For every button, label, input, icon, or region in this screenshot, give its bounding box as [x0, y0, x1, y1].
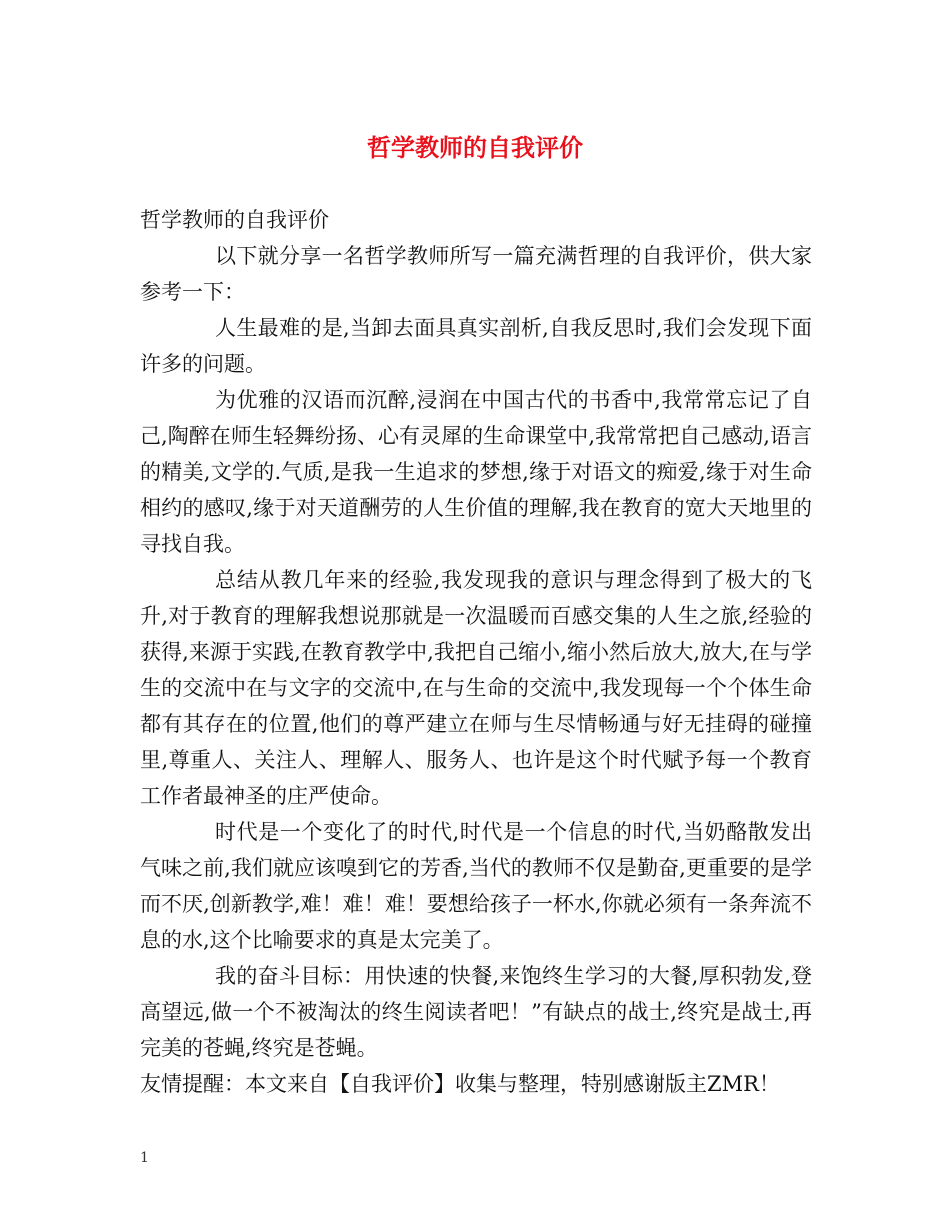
paragraph-intro: 以下就分享一名哲学教师所写一篇充满哲理的自我评价，供大家参考一下： [140, 244, 812, 304]
paragraph: 人生最难的是,当卸去面具真实剖析,自我反思时,我们会发现下面许多的问题。 [140, 316, 812, 376]
paragraph: 我的奋斗目标：用快速的快餐,来饱终生学习的大餐,厚积勃发,登高望远,做一个不被淘汰的终生阅读者吧！”有缺点的战士,终究是战士,再完美的苍蝇,终究是苍蝇。 [140, 964, 812, 1060]
footer-note: 友情提醒：本文来自【自我评价】收集与整理，特别感谢版主ZMR！ [140, 1072, 780, 1096]
document-subtitle: 哲学教师的自我评价 [140, 208, 329, 232]
paragraph: 总结从教几年来的经验,我发现我的意识与理念得到了极大的飞升,对于教育的理解我想说那就是一次温暖而百感交集的人生之旅,经验的获得,来源于实践,在教育教学中,我把自己缩小,缩小然后放大,放大,在与学生的交流中在与文字的交流中,在与生命的交流中,我发现每一个个体生命都有其存在的位置,他们的尊严建立在师与生尽情畅通与好无挂碍的碰撞里,尊重人、关注人、理解人、服务人、也许是这个时代赋予每一个教育工作者最神圣的庄严使命。 [140, 568, 812, 808]
document-body [140, 202, 812, 1102]
paragraph: 为优雅的汉语而沉醉,浸润在中国古代的书香中,我常常忘记了自己,陶醉在师生轻舞纷扬、心有灵犀的生命课堂中,我常常把自己感动,语言的精美,文学的.气质,是我一生追求的梦想,缘于对语文的痴爱,缘于对生命相约的感叹,缘于对天道酬劳的人生价值的理解,我在教育的宽大天地里的寻找自我。 [140, 388, 812, 556]
paragraph: 时代是一个变化了的时代,时代是一个信息的时代,当奶酪散发出气味之前,我们就应该嗅到它的芳香,当代的教师不仅是勤奋,更重要的是学而不厌,创新教学,难！难！难！要想给孩子一杯水,你就必须有一条奔流不息的水,这个比喻要求的真是太完美了。 [140, 820, 812, 952]
page-number: 1 [140, 1150, 149, 1166]
document-title: 哲学教师的自我评价 [367, 133, 583, 162]
